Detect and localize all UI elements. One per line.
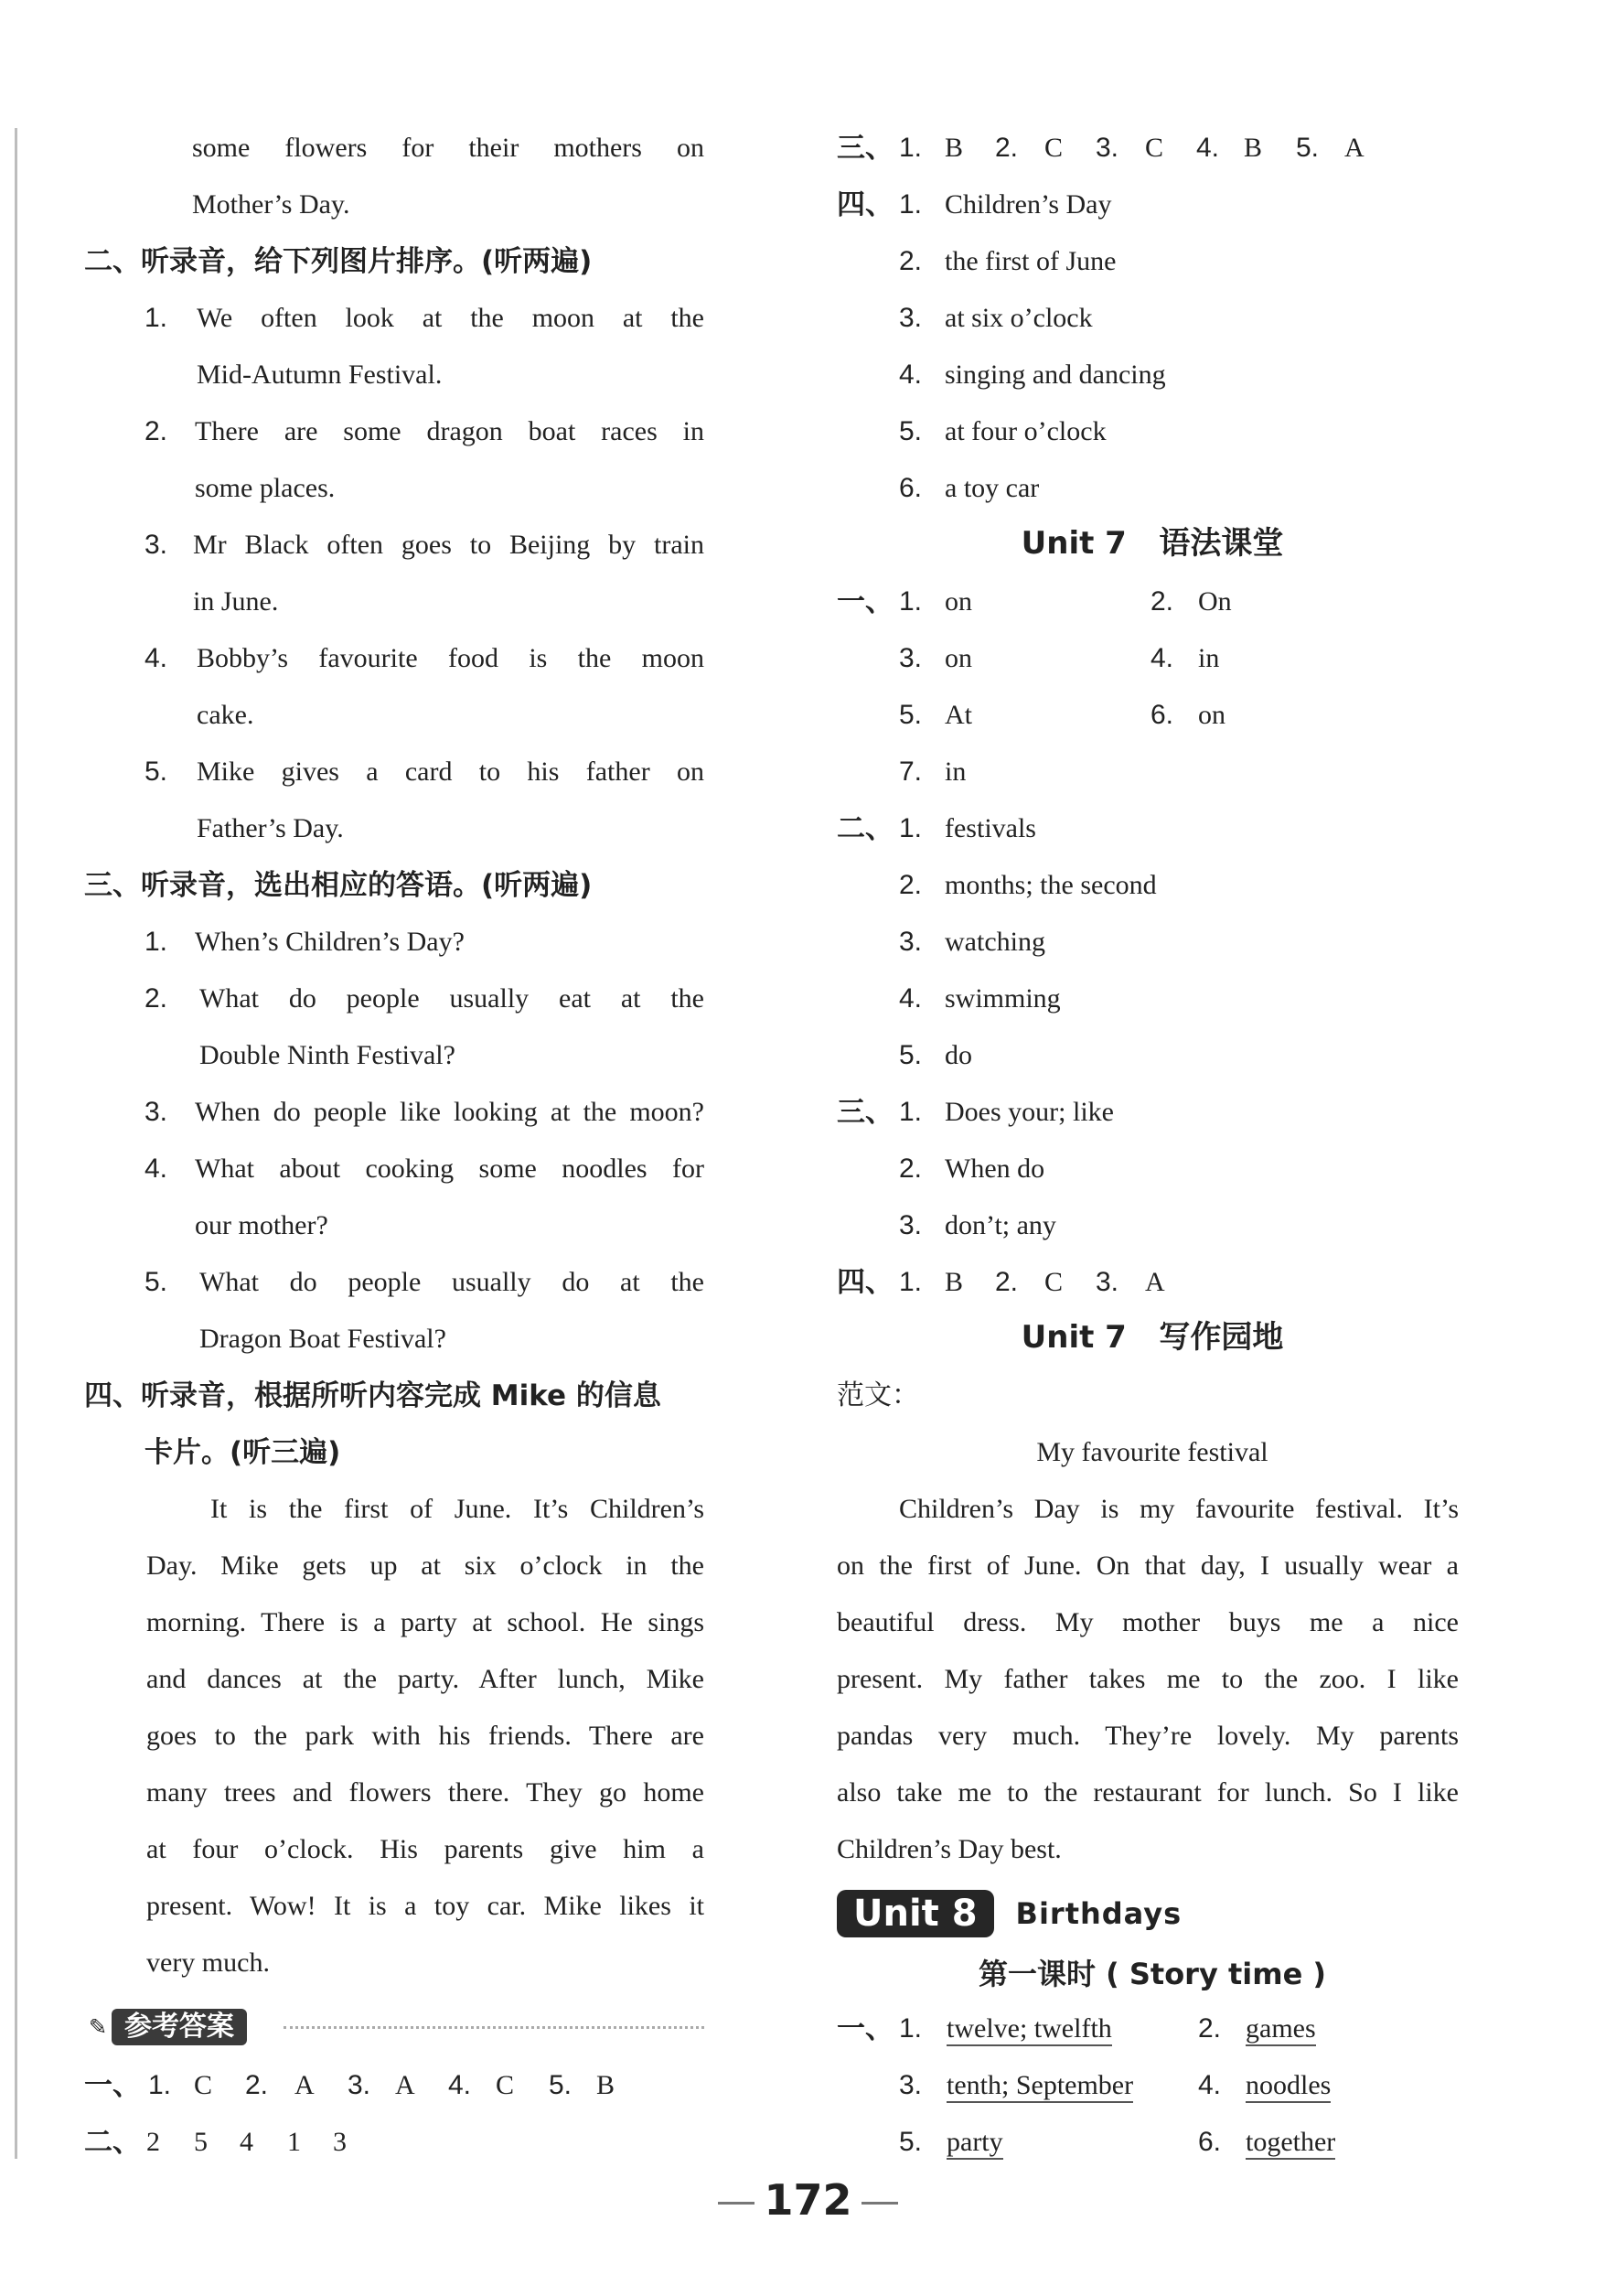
answer-value: A	[294, 2070, 315, 2100]
section-heading: 二、听录音，给下列图片排序。(听两遍)	[84, 245, 593, 278]
item-number: 3.	[144, 530, 168, 560]
answer-number: 1.	[148, 2070, 172, 2100]
answer-value: B	[945, 1267, 964, 1297]
answer-value: C	[1044, 1267, 1064, 1297]
item-text: some places.	[195, 473, 336, 503]
paragraph-line: present. Wow! It is a toy car. Mike likes it	[146, 1891, 704, 1921]
answer-value	[947, 2124, 1003, 2161]
paragraph-line: It is the first of June. It’s Children’s	[210, 1494, 704, 1524]
item-number: 1.	[144, 927, 168, 957]
answer-number: 5.	[899, 416, 923, 446]
answer-value: 5	[194, 2127, 208, 2157]
item-number: 4.	[144, 1153, 168, 1184]
answer-value	[947, 2067, 1133, 2104]
paragraph-line: at four o’clock. His parents give him a	[146, 1834, 704, 1864]
answer-value	[947, 2011, 1112, 2047]
answer-key-label: 参考答案	[112, 2009, 247, 2045]
pencil-note-icon: ✎	[88, 2015, 108, 2040]
answer-number: 1.	[899, 1267, 923, 1297]
item-number: 2.	[144, 983, 168, 1014]
answer-number: 5.	[1296, 133, 1320, 163]
item-text: in June.	[193, 586, 279, 617]
item-text: Dragon Boat Festival?	[199, 1324, 446, 1354]
answer-value: C	[1044, 133, 1064, 163]
item-number: 5.	[144, 756, 168, 787]
paragraph-line: and dances at the party. After lunch, Mike	[146, 1664, 704, 1694]
answer-number: 3.	[1096, 133, 1119, 163]
answer-value: on	[1198, 700, 1225, 730]
answer-value: in	[1198, 643, 1220, 673]
item-text: Father’s Day.	[197, 813, 344, 843]
column-rule	[15, 128, 17, 2159]
answer-value: the first of June	[945, 246, 1117, 276]
answer-value: B	[1244, 133, 1263, 163]
essay-line: pandas very much. They’re lovely. My parents	[837, 1721, 1459, 1751]
page-dash	[718, 2202, 754, 2205]
section-heading: 四、听录音，根据所听内容完成 Mike 的信息	[84, 1379, 661, 1412]
answer-value: swimming	[945, 983, 1061, 1014]
paragraph-line: Day. Mike gets up at six o’clock in the	[146, 1550, 704, 1581]
answer-number: 1.	[899, 189, 923, 220]
answer-number: 4.	[1150, 643, 1174, 673]
item-number: 2.	[144, 416, 168, 446]
essay-title: My favourite festival	[1036, 1437, 1268, 1467]
answer-number: 2.	[899, 870, 923, 900]
answer-value	[1246, 2124, 1335, 2161]
answer-prefix: 二、	[837, 812, 894, 845]
item-text: Double Ninth Festival?	[199, 1040, 455, 1070]
item-text: What do people usually eat at the	[199, 983, 704, 1014]
answer-value: 4	[240, 2127, 253, 2157]
text-line: some flowers for their mothers on	[192, 133, 704, 163]
section-heading: 三、听录音，选出相应的答语。(听两遍)	[84, 869, 593, 902]
answer-number: 3.	[899, 643, 923, 673]
item-text: What do people usually do at the	[199, 1267, 704, 1297]
essay-line: beautiful dress. My mother buys me a nice	[837, 1607, 1459, 1637]
answer-value: festivals	[945, 813, 1036, 843]
item-number: 4.	[144, 643, 168, 673]
page-number-text: 172	[764, 2175, 852, 2225]
page-number	[0, 2175, 1616, 2225]
essay-line: on the first of June. On that day, I usually wear a	[837, 1550, 1459, 1581]
answer-number: 3.	[899, 1210, 923, 1240]
item-text: When’s Children’s Day?	[195, 927, 465, 957]
answer-number: 4.	[899, 983, 923, 1014]
answer-number: 4.	[448, 2070, 472, 2100]
essay-line: Children’s Day best.	[837, 1834, 1062, 1864]
answer-number: 1.	[899, 133, 923, 163]
answer-number: 2.	[995, 1267, 1019, 1297]
item-text: Mr Black often goes to Beijing by train	[193, 530, 704, 560]
answer-underline: noodles	[1246, 2070, 1331, 2103]
dotted-divider	[284, 2026, 704, 2029]
answer-value: On	[1198, 586, 1232, 617]
item-number: 1.	[144, 303, 168, 333]
page-dash	[862, 2202, 898, 2205]
essay-line: Children’s Day is my favourite festival. It’s	[899, 1494, 1459, 1524]
answer-underline: twelve; twelfth	[947, 2013, 1112, 2046]
answer-value: on	[945, 586, 972, 617]
section-title: Unit 7 语法课堂	[1021, 525, 1284, 562]
unit-badge: Unit 8	[837, 1890, 994, 1937]
answer-prefix: 一、	[837, 585, 894, 618]
answer-value: months; the second	[945, 870, 1157, 900]
answer-prefix: 二、	[84, 2126, 141, 2159]
unit-8-header	[837, 1890, 1182, 1937]
section-title: Unit 7 写作园地	[1021, 1319, 1284, 1356]
item-text: our mother?	[195, 1210, 328, 1240]
answer-value: 2	[146, 2127, 160, 2157]
answer-number: 3.	[1096, 1267, 1119, 1297]
answer-number: 3.	[899, 303, 923, 333]
answer-prefix: 三、	[837, 132, 894, 165]
answer-underline: tenth; September	[947, 2070, 1133, 2103]
answer-value: do	[945, 1040, 972, 1070]
answer-value: singing and dancing	[945, 359, 1166, 390]
item-text: What about cooking some noodles for	[195, 1153, 704, 1184]
answer-value: in	[945, 756, 967, 787]
answer-number: 5.	[899, 1040, 923, 1070]
item-text: There are some dragon boat races in	[195, 416, 704, 446]
answer-value: At	[945, 700, 972, 730]
answer-value: B	[945, 133, 964, 163]
answer-prefix: 三、	[837, 1096, 894, 1129]
answer-number: 4.	[899, 359, 923, 390]
answer-number: 5.	[899, 2127, 923, 2157]
answer-number: 5.	[549, 2070, 573, 2100]
answer-number: 1.	[899, 813, 923, 843]
answer-number: 1.	[899, 2013, 923, 2044]
answer-number: 3.	[899, 927, 923, 957]
lesson-title: 第一课时 ( Story time )	[978, 1957, 1327, 1991]
answer-value	[1246, 2011, 1316, 2047]
answer-number: 5.	[899, 700, 923, 730]
paragraph-line: goes to the park with his friends. There are	[146, 1721, 704, 1751]
answer-number: 7.	[899, 756, 923, 787]
item-number: 5.	[144, 1267, 168, 1297]
answer-underline: together	[1246, 2127, 1335, 2160]
item-text: We often look at the moon at the	[197, 303, 704, 333]
item-number: 3.	[144, 1097, 168, 1127]
answer-value: watching	[945, 927, 1045, 957]
answer-number: 6.	[1198, 2127, 1222, 2157]
answer-number: 2.	[245, 2070, 269, 2100]
answer-value: 3	[333, 2127, 347, 2157]
answer-number: 4.	[1196, 133, 1220, 163]
item-text: When do people like looking at the moon?	[195, 1097, 704, 1127]
answer-value: Does your; like	[945, 1097, 1114, 1127]
answer-number: 2.	[1198, 2013, 1222, 2044]
paragraph-line: many trees and flowers there. They go home	[146, 1777, 704, 1808]
answer-value: C	[1145, 133, 1164, 163]
essay-line: present. My father takes me to the zoo. I like	[837, 1664, 1459, 1694]
item-text: Bobby’s favourite food is the moon	[197, 643, 704, 673]
answer-value: A	[1145, 1267, 1165, 1297]
answer-number: 2.	[995, 133, 1019, 163]
answer-number: 3.	[348, 2070, 371, 2100]
item-text: Mid-Autumn Festival.	[197, 359, 443, 390]
answer-underline: games	[1246, 2013, 1316, 2046]
answer-value: A	[395, 2070, 415, 2100]
section-heading: 卡片。(听三遍)	[144, 1436, 341, 1469]
answer-number: 2.	[899, 1153, 923, 1184]
answer-number: 4.	[1198, 2070, 1222, 2100]
answer-value	[1246, 2067, 1331, 2104]
answer-value: at six o’clock	[945, 303, 1093, 333]
essay-line: also take me to the restaurant for lunch. So I like	[837, 1777, 1459, 1808]
answer-prefix: 四、	[837, 1266, 894, 1299]
answer-number: 1.	[899, 1097, 923, 1127]
sample-label: 范文：	[837, 1380, 919, 1411]
answer-value: C	[496, 2070, 515, 2100]
answer-value: C	[194, 2070, 213, 2100]
answer-value: at four o’clock	[945, 416, 1107, 446]
answer-value: 1	[287, 2127, 301, 2157]
answer-number: 1.	[899, 586, 923, 617]
answer-value: A	[1344, 133, 1365, 163]
answer-value: When do	[945, 1153, 1045, 1184]
answer-value: Children’s Day	[945, 189, 1112, 220]
answer-value: don’t; any	[945, 1210, 1056, 1240]
answer-number: 2.	[1150, 586, 1174, 617]
answer-value: B	[596, 2070, 615, 2100]
paragraph-line: morning. There is a party at school. He sings	[146, 1607, 704, 1637]
answer-number: 6.	[899, 473, 923, 503]
answer-number: 6.	[1150, 700, 1174, 730]
answer-prefix: 一、	[837, 2012, 894, 2045]
answer-underline: party	[947, 2127, 1003, 2160]
unit-name: Birthdays	[1015, 1896, 1183, 1931]
paragraph-line: very much.	[146, 1947, 270, 1978]
item-text: cake.	[197, 700, 254, 730]
answer-value: a toy car	[945, 473, 1040, 503]
item-text: Mike gives a card to his father on	[197, 756, 704, 787]
answer-number: 2.	[899, 246, 923, 276]
answer-prefix: 四、	[837, 188, 894, 221]
answer-key-tag	[84, 2009, 247, 2045]
answer-number: 3.	[899, 2070, 923, 2100]
answer-value: on	[945, 643, 972, 673]
text-line: Mother’s Day.	[192, 189, 350, 220]
answer-prefix: 一、	[84, 2069, 141, 2102]
